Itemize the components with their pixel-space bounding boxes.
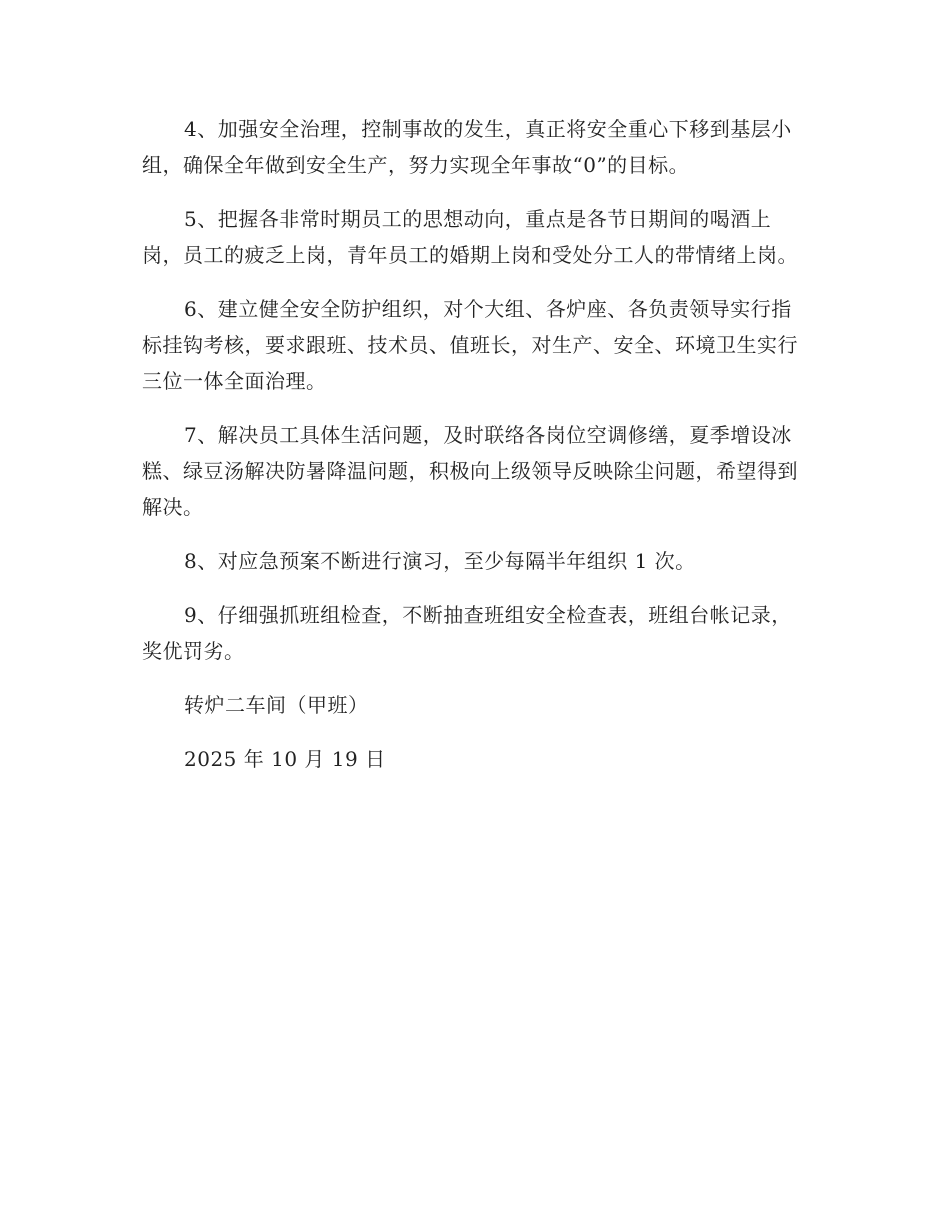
item-9-paragraph: 9、仔细强抓班组检查，不断抽查班组安全检查表，班组台帐记录，奖优罚劣。 <box>142 603 792 663</box>
item-8-paragraph: 8、对应急预案不断进行演习，至少每隔半年组织 1 次。 <box>184 549 696 573</box>
item-5-paragraph: 5、把握各非常时期员工的思想动向，重点是各节日期间的喝酒上岗，员工的疲乏上岗，青年员工的婚期上岗和受处分工人的带情绪上岗。 <box>142 207 798 267</box>
item-7-paragraph: 7、解决员工具体生活问题，及时联络各岗位空调修缮，夏季增设冰糕、绿豆汤解决防暑降温问题，积极向上级领导反映除尘问题，希望得到解决。 <box>142 423 798 519</box>
document-body <box>142 111 807 795</box>
item-4-paragraph: 4、加强安全治理，控制事故的发生，真正将安全重心下移到基层小组，确保全年做到安全生产，努力实现全年事故“0”的目标。 <box>142 117 792 177</box>
item-6-paragraph: 6、建立健全安全防护组织，对个大组、各炉座、各负责领导实行指标挂钩考核，要求跟班、技术员、值班长，对生产、安全、环境卫生实行三位一体全面治理。 <box>142 297 798 393</box>
signature-unit: 转炉二车间（甲班） <box>184 693 369 717</box>
signature-date: 2025 年 10 月 19 日 <box>184 747 386 771</box>
